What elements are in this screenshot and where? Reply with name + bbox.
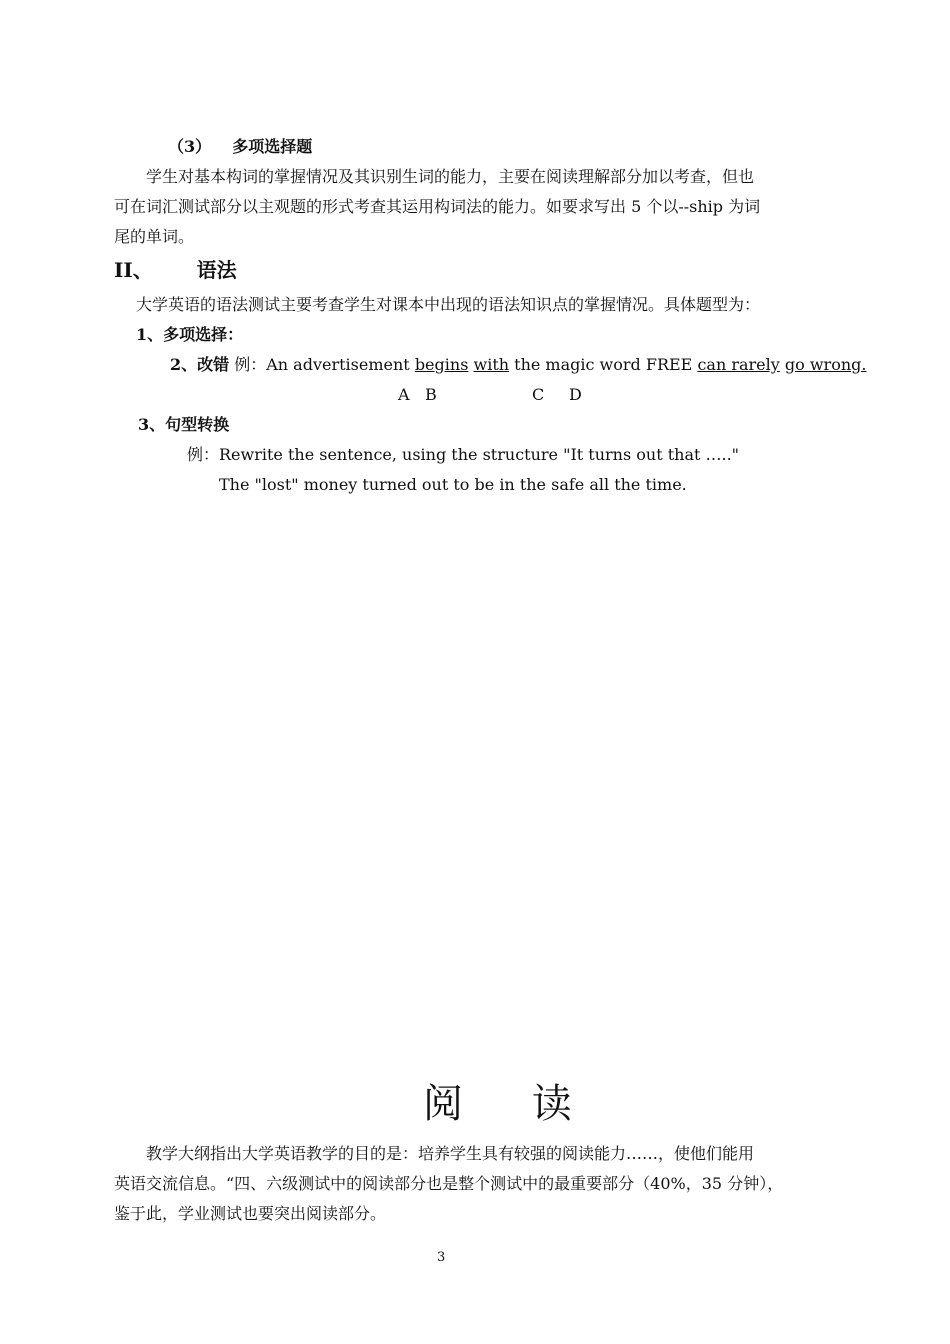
page-number: 3	[437, 1250, 446, 1265]
choice-letter-b: B	[425, 385, 437, 404]
grammar-heading-title: 语法	[196, 258, 237, 282]
section-3-title: 多项选择题	[232, 137, 313, 156]
error-choice-c: can rarely	[697, 355, 780, 374]
section-3-number: （3）	[168, 137, 212, 156]
section-3-heading	[168, 136, 312, 158]
grammar-item-3: 3、句型转换	[138, 415, 230, 434]
section-3-paragraph-line-1: 学生对基本构词的掌握情况及其识别生词的能力，主要在阅读理解部分加以考查，但也	[146, 167, 755, 186]
reading-paragraph-line-2: 英语交流信息。“四、六级测试中的阅读部分也是整个测试中的最重要部分（40%，35 分钟），	[114, 1174, 784, 1193]
grammar-item-1: 1、多项选择：	[136, 325, 244, 344]
choice-letter-a: A	[398, 385, 410, 404]
grammar-item-3-sentence: The "lost" money turned out to be in the safe all the time.	[219, 475, 687, 494]
grammar-item-2	[170, 354, 866, 376]
grammar-heading-number: II、	[114, 258, 153, 282]
grammar-item-2-middle: the magic word FREE	[509, 355, 698, 374]
grammar-item-2-label: 2、改错	[170, 355, 230, 374]
reading-paragraph-line-3: 鉴于此，学业测试也要突出阅读部分。	[114, 1204, 387, 1223]
grammar-item-3-example: 例：Rewrite the sentence, using the structure "It turns out that ….."	[187, 445, 740, 464]
section-3-paragraph-line-2: 可在词汇测试部分以主观题的形式考查其运用构词法的能力。如要求写出 5 个以--ship 为词	[114, 197, 761, 216]
grammar-heading	[114, 257, 237, 283]
reading-paragraph-line-1: 教学大纲指出大学英语教学的目的是：培养学生具有较强的阅读能力……，使他们能用	[146, 1144, 755, 1163]
grammar-intro: 大学英语的语法测试主要考查学生对课本中出现的语法知识点的掌握情况。具体题型为：	[136, 295, 761, 314]
reading-title: 阅 读	[423, 1081, 600, 1127]
choice-letter-c: C	[532, 385, 545, 404]
error-choice-b: with	[473, 355, 510, 374]
section-3-paragraph-line-3: 尾的单词。	[114, 227, 195, 246]
error-choice-d: go wrong.	[784, 355, 867, 374]
choice-letter-d: D	[569, 385, 582, 404]
error-choice-a: begins	[414, 355, 469, 374]
grammar-item-2-example-prefix: 例：An advertisement	[234, 355, 415, 374]
